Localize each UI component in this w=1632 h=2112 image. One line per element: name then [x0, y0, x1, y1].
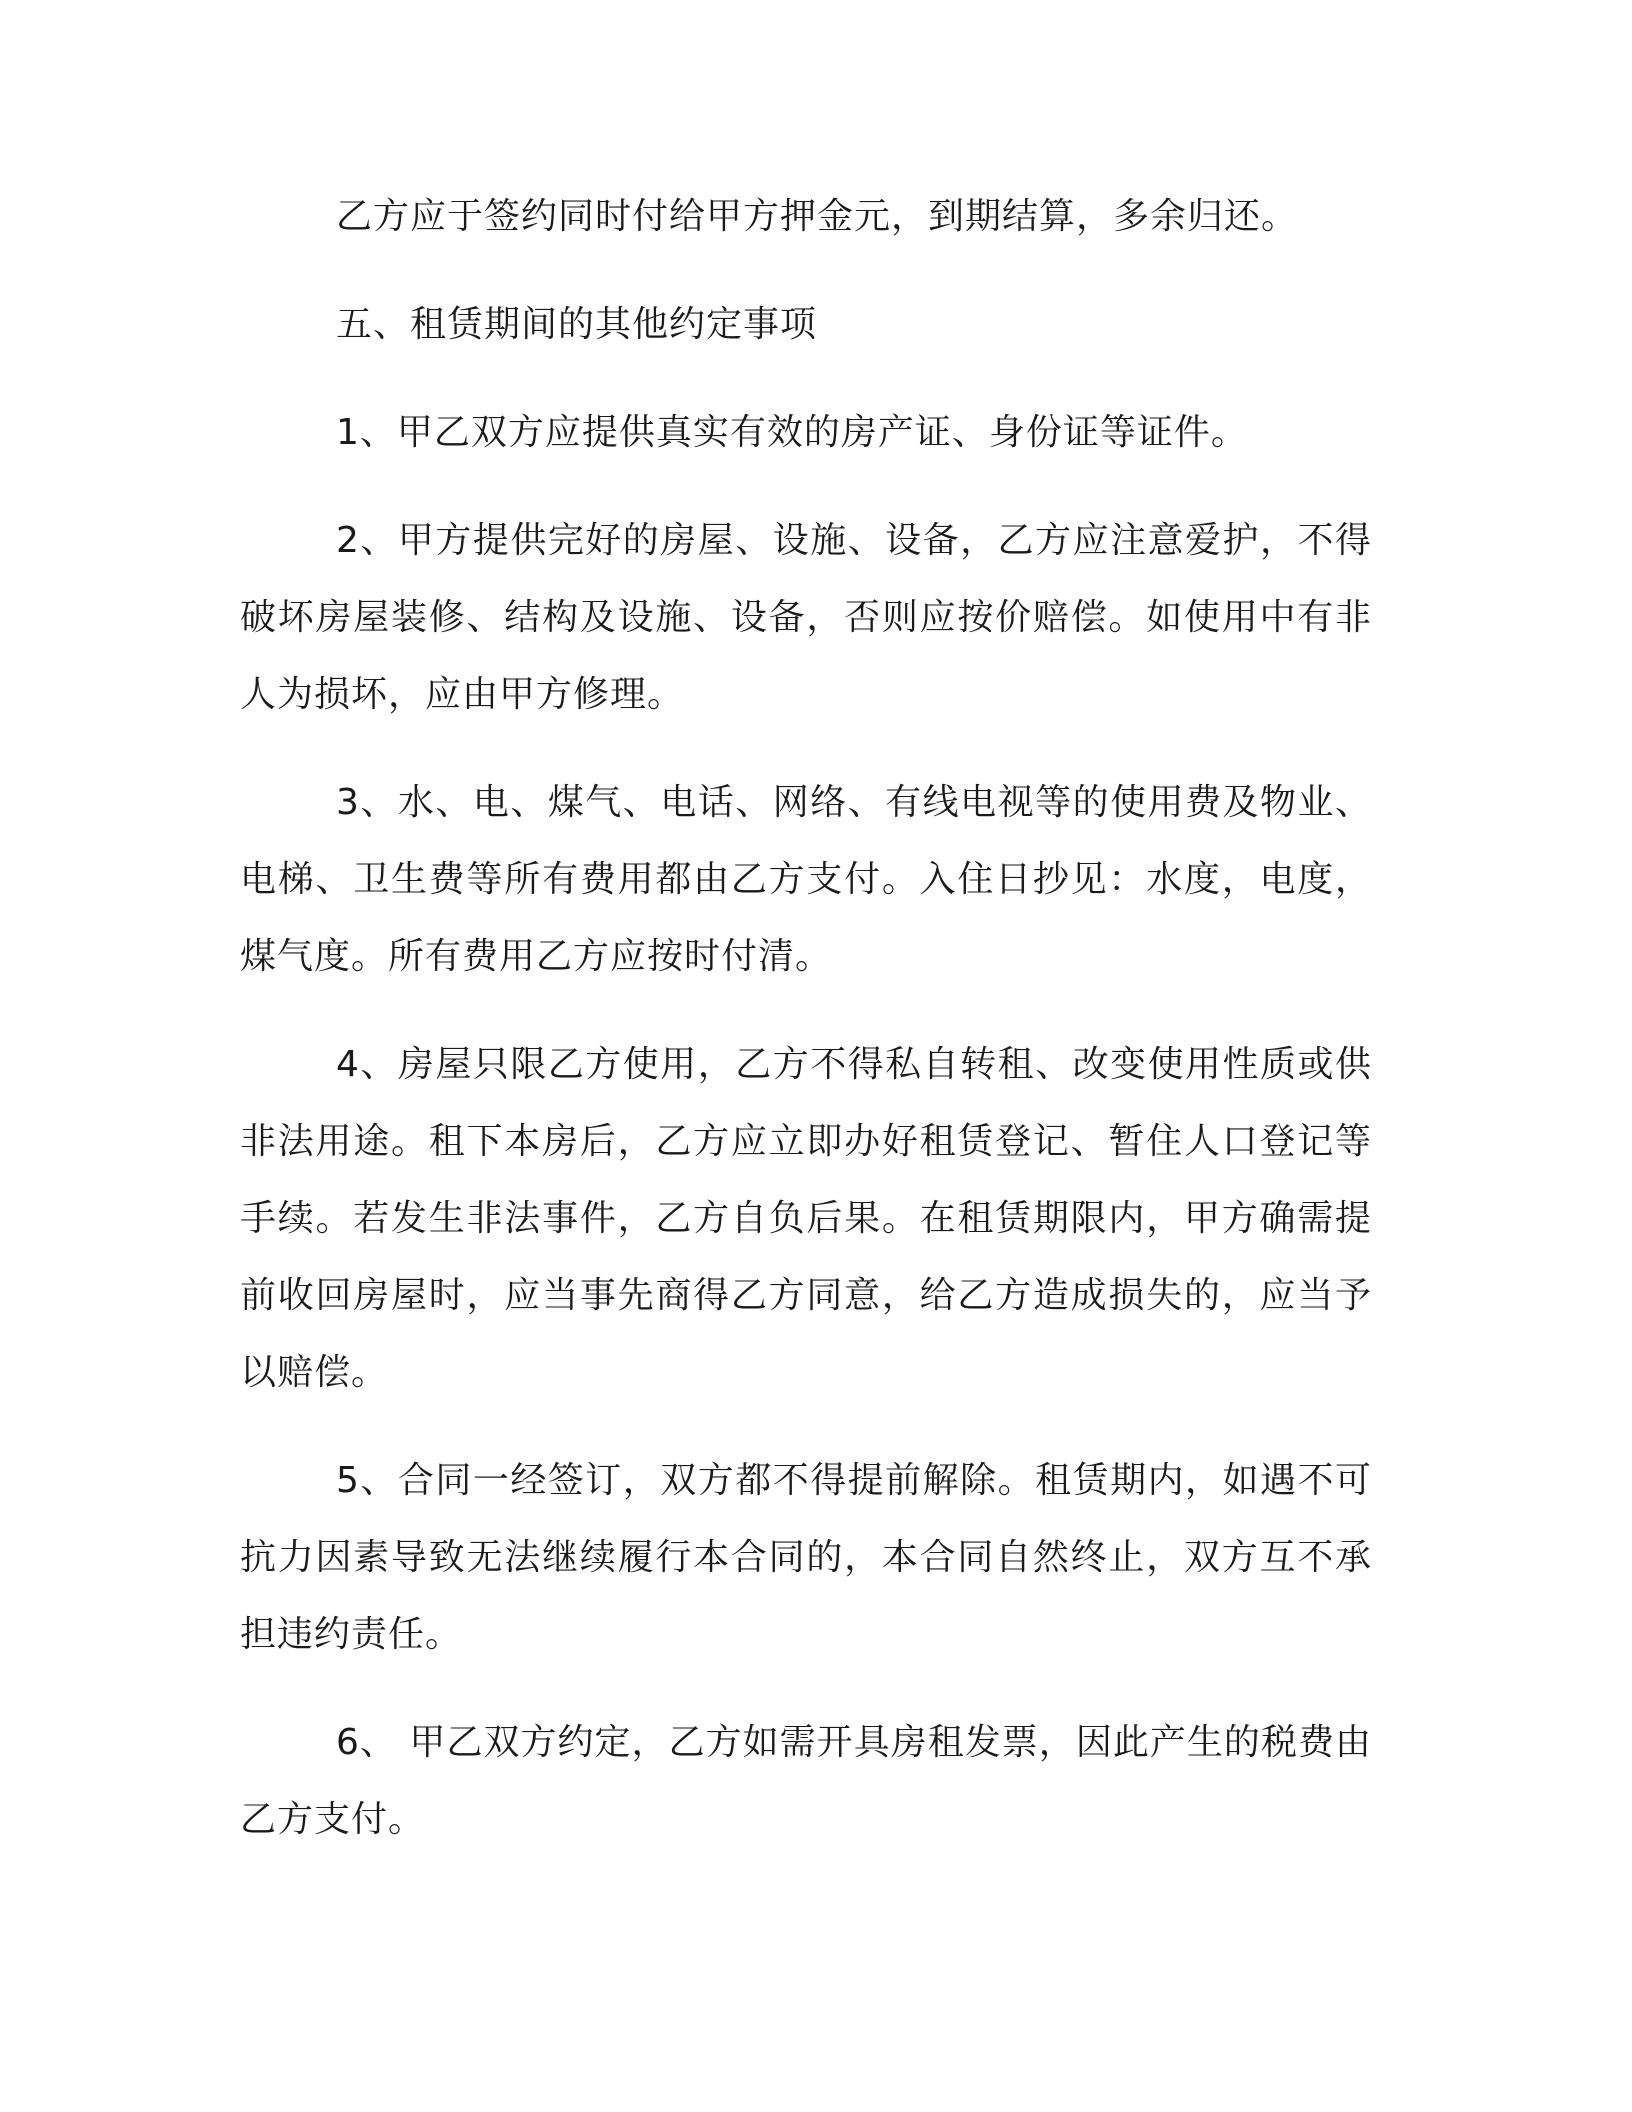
clause-4: 4、房屋只限乙方使用，乙方不得私自转租、改变使用性质或供非法用途。租下本房后，乙方应立即办好租赁登记、暂住人口登记等手续。若发生非法事件，乙方自负后果。在租赁期限内，甲方确需提前收回房屋时，应当事先商得乙方同意，给乙方造成损失的，应当予以赔偿。	[240, 1044, 1372, 1393]
section-heading-other-terms: 五、租赁期间的其他约定事项	[336, 304, 818, 345]
clause-1: 1、甲乙双方应提供真实有效的房产证、身份证等证件。	[336, 412, 1248, 453]
clause-5: 5、合同一经签订，双方都不得提前解除。租赁期内，如遇不可抗力因素导致无法继续履行本合同的，本合同自然终止，双方互不承担违约责任。	[240, 1460, 1372, 1655]
document-body	[240, 178, 1372, 1889]
clause-3: 3、水、电、煤气、电话、网络、有线电视等的使用费及物业、电梯、卫生费等所有费用都由乙方支付。入住日抄见：水度，电度，煤气度。所有费用乙方应按时付清。	[240, 782, 1372, 977]
clause-6: 6、 甲乙双方约定，乙方如需开具房租发票，因此产生的税费由乙方支付。	[240, 1722, 1372, 1840]
clause-2: 2、甲方提供完好的房屋、设施、设备，乙方应注意爱护，不得破坏房屋装修、结构及设施、设备，否则应按价赔偿。如使用中有非人为损坏，应由甲方修理。	[240, 520, 1372, 715]
paragraph-deposit: 乙方应于签约同时付给甲方押金元，到期结算，多余归还。	[336, 196, 1299, 237]
